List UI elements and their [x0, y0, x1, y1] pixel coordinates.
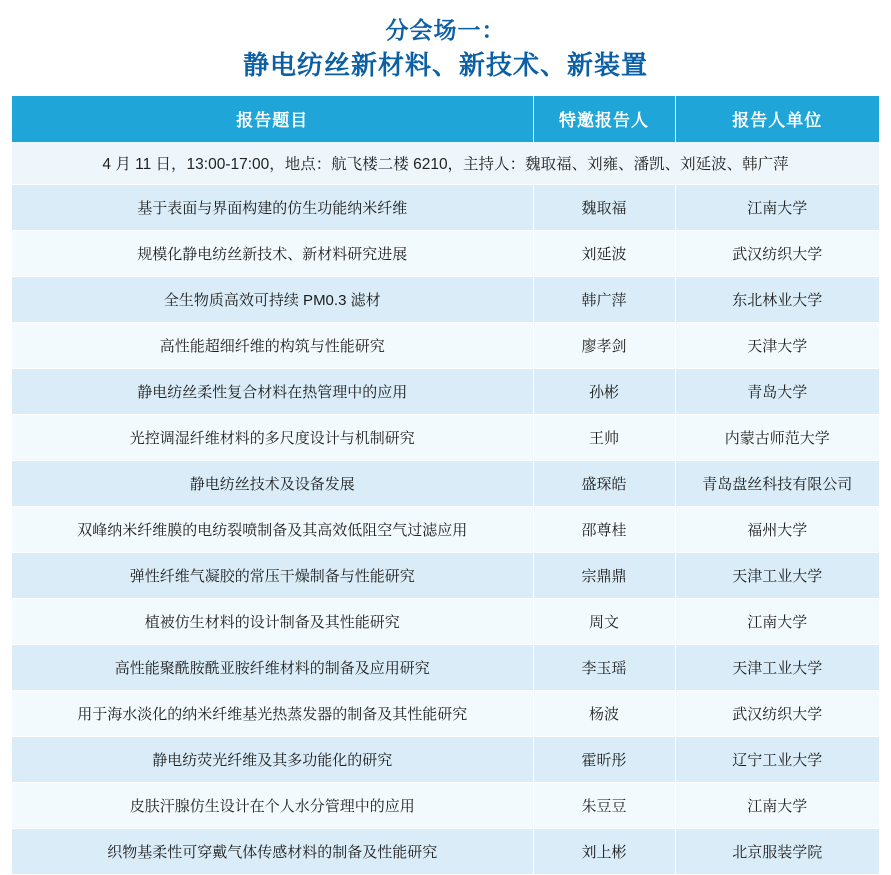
table-body — [12, 142, 879, 875]
table-row — [12, 414, 879, 460]
talk-affiliation: 辽宁工业大学 — [675, 736, 879, 782]
talk-title: 光控调湿纤维材料的多尺度设计与机制研究 — [12, 414, 533, 460]
talk-speaker: 韩广萍 — [533, 276, 675, 322]
talk-title: 植被仿生材料的设计制备及其性能研究 — [12, 598, 533, 644]
talk-affiliation: 天津大学 — [675, 322, 879, 368]
talk-speaker: 盛琛皓 — [533, 460, 675, 506]
talk-title: 双峰纳米纤维膜的电纺裂喷制备及其高效低阻空气过滤应用 — [12, 506, 533, 552]
talk-affiliation: 福州大学 — [675, 506, 879, 552]
talk-affiliation: 武汉纺织大学 — [675, 230, 879, 276]
title-line-primary: 分会场一： — [385, 17, 506, 43]
talk-affiliation: 江南大学 — [675, 184, 879, 230]
table-row — [12, 276, 879, 322]
talk-speaker: 廖孝剑 — [533, 322, 675, 368]
table-row — [12, 230, 879, 276]
talk-title: 基于表面与界面构建的仿生功能纳米纤维 — [12, 184, 533, 230]
column-header-speaker: 特邀报告人 — [533, 96, 675, 142]
table-row — [12, 690, 879, 736]
talk-title: 静电纺丝柔性复合材料在热管理中的应用 — [12, 368, 533, 414]
table-row — [12, 782, 879, 828]
talk-affiliation: 东北林业大学 — [675, 276, 879, 322]
talk-title: 弹性纤维气凝胶的常压干燥制备与性能研究 — [12, 552, 533, 598]
talk-speaker: 王帅 — [533, 414, 675, 460]
talk-speaker: 孙彬 — [533, 368, 675, 414]
table-row — [12, 184, 879, 230]
column-header-title: 报告题目 — [12, 96, 533, 142]
title-line-secondary: 静电纺丝新材料、新技术、新装置 — [242, 49, 648, 80]
talk-title: 全生物质高效可持续 PM0.3 滤材 — [12, 276, 533, 322]
table-row — [12, 828, 879, 874]
table-row — [12, 736, 879, 782]
talk-speaker: 李玉瑶 — [533, 644, 675, 690]
talk-affiliation: 武汉纺织大学 — [675, 690, 879, 736]
session-info-row — [12, 142, 879, 185]
talk-affiliation: 内蒙古师范大学 — [675, 414, 879, 460]
talk-title: 织物基柔性可穿戴气体传感材料的制备及性能研究 — [12, 828, 533, 874]
column-header-affiliation: 报告人单位 — [675, 96, 879, 142]
table-row — [12, 368, 879, 414]
talk-speaker: 邵尊桂 — [533, 506, 675, 552]
table-header-row — [12, 96, 879, 142]
talk-title: 高性能超细纤维的构筑与性能研究 — [12, 322, 533, 368]
talk-title: 皮肤汗腺仿生设计在个人水分管理中的应用 — [12, 782, 533, 828]
talk-speaker: 朱豆豆 — [533, 782, 675, 828]
table-row — [12, 460, 879, 506]
talk-title: 高性能聚酰胺酰亚胺纤维材料的制备及应用研究 — [12, 644, 533, 690]
table-row — [12, 552, 879, 598]
talk-affiliation: 青岛盘丝科技有限公司 — [675, 460, 879, 506]
talk-title: 静电纺丝技术及设备发展 — [12, 460, 533, 506]
program-table — [12, 96, 879, 875]
page-title — [12, 0, 879, 96]
table-row — [12, 598, 879, 644]
talk-title: 规模化静电纺丝新技术、新材料研究进展 — [12, 230, 533, 276]
talk-affiliation: 江南大学 — [675, 598, 879, 644]
talk-affiliation: 天津工业大学 — [675, 552, 879, 598]
table-row — [12, 322, 879, 368]
talk-affiliation: 青岛大学 — [675, 368, 879, 414]
talk-affiliation: 江南大学 — [675, 782, 879, 828]
talk-title: 用于海水淡化的纳米纤维基光热蒸发器的制备及其性能研究 — [12, 690, 533, 736]
table-row — [12, 644, 879, 690]
talk-affiliation: 天津工业大学 — [675, 644, 879, 690]
talk-speaker: 刘上彬 — [533, 828, 675, 874]
talk-speaker: 魏取福 — [533, 184, 675, 230]
talk-speaker: 宗鼎鼎 — [533, 552, 675, 598]
talk-speaker: 刘延波 — [533, 230, 675, 276]
talk-title: 静电纺荧光纤维及其多功能化的研究 — [12, 736, 533, 782]
session-info-text: 4 月 11 日，13:00-17:00，地点：航飞楼二楼 6210，主持人：魏取福、刘雍、潘凯、刘延波、韩广萍 — [12, 142, 879, 185]
talk-affiliation: 北京服装学院 — [675, 828, 879, 874]
talk-speaker: 杨波 — [533, 690, 675, 736]
talk-speaker: 周文 — [533, 598, 675, 644]
table-row — [12, 506, 879, 552]
talk-speaker: 霍昕彤 — [533, 736, 675, 782]
table-header — [12, 96, 879, 142]
